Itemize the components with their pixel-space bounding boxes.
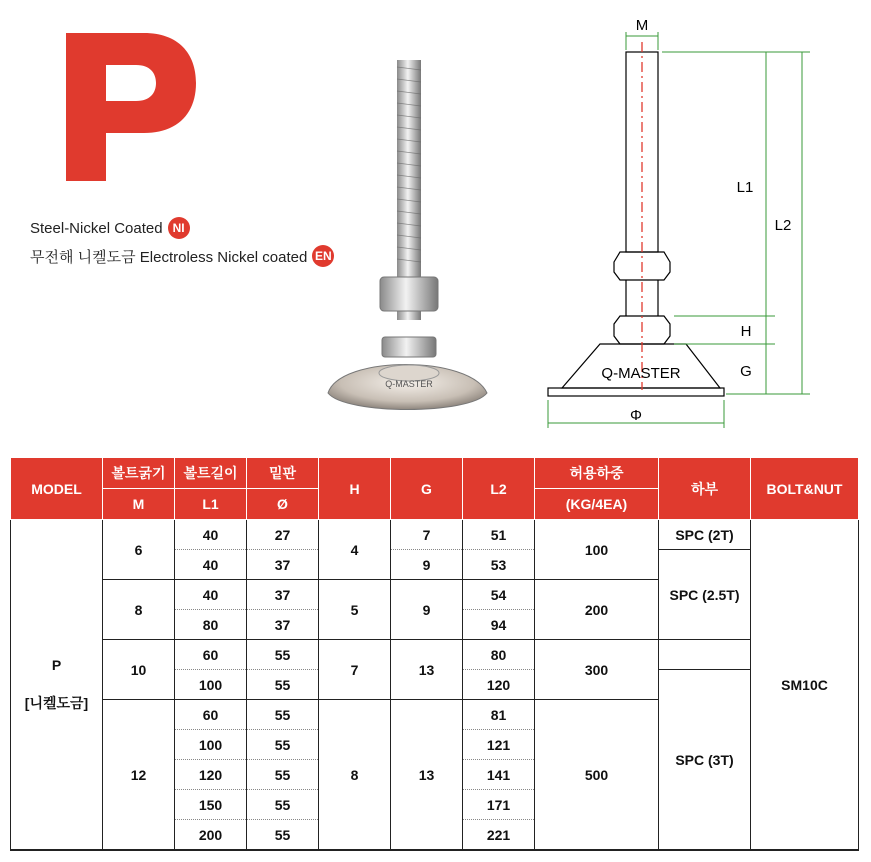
- cell-phi: 55: [247, 760, 319, 790]
- header-lower: 하부: [659, 458, 751, 520]
- header-g: G: [391, 458, 463, 520]
- cell-g: 7: [391, 520, 463, 550]
- cell-phi: 27: [247, 520, 319, 550]
- cell-l2: 81: [463, 700, 535, 730]
- model-sub: [니켈도금]: [24, 694, 89, 711]
- cell-load: 300: [535, 640, 659, 700]
- cell-l2: 120: [463, 670, 535, 700]
- cell-l2: 54: [463, 580, 535, 610]
- cell-phi: 37: [247, 610, 319, 640]
- cell-h: 4: [319, 520, 391, 580]
- cell-h: 5: [319, 580, 391, 640]
- header-bolt-len-sub: L1: [175, 489, 247, 520]
- cell-lower: SPC (3T): [659, 670, 751, 851]
- cell-l1: 200: [175, 820, 247, 851]
- coating-steel-nickel: [30, 217, 190, 239]
- coating-label: 무전해 니켈도금 Electroless Nickel coated: [30, 248, 308, 266]
- header-bolt-dia: 볼트굵기: [103, 458, 175, 489]
- cell-m: 6: [103, 520, 175, 580]
- cell-phi: 55: [247, 640, 319, 670]
- dim-label-g: G: [740, 363, 752, 380]
- drawing-base-label: Q-MASTER: [601, 365, 681, 382]
- spec-table: [10, 457, 859, 851]
- cell-phi: 55: [247, 790, 319, 820]
- cell-phi: 55: [247, 730, 319, 760]
- coating-label: Steel-Nickel Coated: [30, 219, 163, 237]
- cell-g: 9: [391, 580, 463, 640]
- cell-phi: 37: [247, 550, 319, 580]
- table-row: [11, 520, 859, 550]
- dim-label-m: M: [635, 17, 649, 34]
- product-logo: [66, 33, 196, 181]
- header-h: H: [319, 458, 391, 520]
- coating-electroless-nickel: [30, 245, 334, 267]
- cell-m: 8: [103, 580, 175, 640]
- cell-load: 500: [535, 700, 659, 851]
- cell-phi: 55: [247, 820, 319, 851]
- cell-l1: 100: [175, 670, 247, 700]
- cell-l2: 141: [463, 760, 535, 790]
- coating-badge-en: EN: [312, 245, 334, 267]
- model-cell: [11, 520, 103, 851]
- cell-l1: 40: [175, 520, 247, 550]
- header-base-plate: 밑판: [247, 458, 319, 489]
- cell-l1: 120: [175, 760, 247, 790]
- cell-l2: 121: [463, 730, 535, 760]
- cell-l2: 171: [463, 790, 535, 820]
- cell-load: 200: [535, 580, 659, 640]
- cell-l1: 60: [175, 640, 247, 670]
- cell-g: 13: [391, 700, 463, 851]
- cell-l2: 94: [463, 610, 535, 640]
- dim-label-l2: L2: [774, 217, 792, 234]
- coating-badge-ni: NI: [168, 217, 190, 239]
- model-name: P: [51, 656, 62, 673]
- dim-label-h: H: [740, 323, 752, 340]
- cell-bolt-nut: SM10C: [751, 520, 859, 851]
- photo-base-text: Q-MASTER: [385, 379, 433, 389]
- cell-l1: 150: [175, 790, 247, 820]
- cell-h: 8: [319, 700, 391, 851]
- header-base-plate-sub: Ø: [247, 489, 319, 520]
- cell-l2: 80: [463, 640, 535, 670]
- cell-lower: SPC (2.5T): [659, 550, 751, 640]
- cell-l2: 51: [463, 520, 535, 550]
- cell-g: 9: [391, 550, 463, 580]
- table-row: [11, 640, 859, 670]
- cell-m: 10: [103, 640, 175, 700]
- cell-l1: 40: [175, 550, 247, 580]
- dim-label-phi: Φ: [630, 407, 642, 424]
- cell-l1: 80: [175, 610, 247, 640]
- cell-phi: 55: [247, 670, 319, 700]
- cell-l1: 40: [175, 580, 247, 610]
- header-model: MODEL: [11, 458, 103, 520]
- cell-l1: 60: [175, 700, 247, 730]
- cell-g: 13: [391, 640, 463, 700]
- cell-m: 12: [103, 700, 175, 851]
- header-load: 허용하중: [535, 458, 659, 489]
- table-header-row: [11, 458, 859, 489]
- header-load-sub: (KG/4EA): [535, 489, 659, 520]
- header-bolt-nut: BOLT&NUT: [751, 458, 859, 520]
- cell-l2: 221: [463, 820, 535, 851]
- header-bolt-dia-sub: M: [103, 489, 175, 520]
- cell-l2: 53: [463, 550, 535, 580]
- cell-l1: 100: [175, 730, 247, 760]
- header-bolt-len: 볼트길이: [175, 458, 247, 489]
- cell-load: 100: [535, 520, 659, 580]
- cell-phi: 55: [247, 700, 319, 730]
- dimension-drawing: [540, 10, 860, 435]
- cell-lower: SPC (2T): [659, 520, 751, 550]
- header-l2: L2: [463, 458, 535, 520]
- product-photo: [320, 55, 495, 425]
- dim-label-l1: L1: [736, 179, 754, 196]
- cell-h: 7: [319, 640, 391, 700]
- cell-phi: 37: [247, 580, 319, 610]
